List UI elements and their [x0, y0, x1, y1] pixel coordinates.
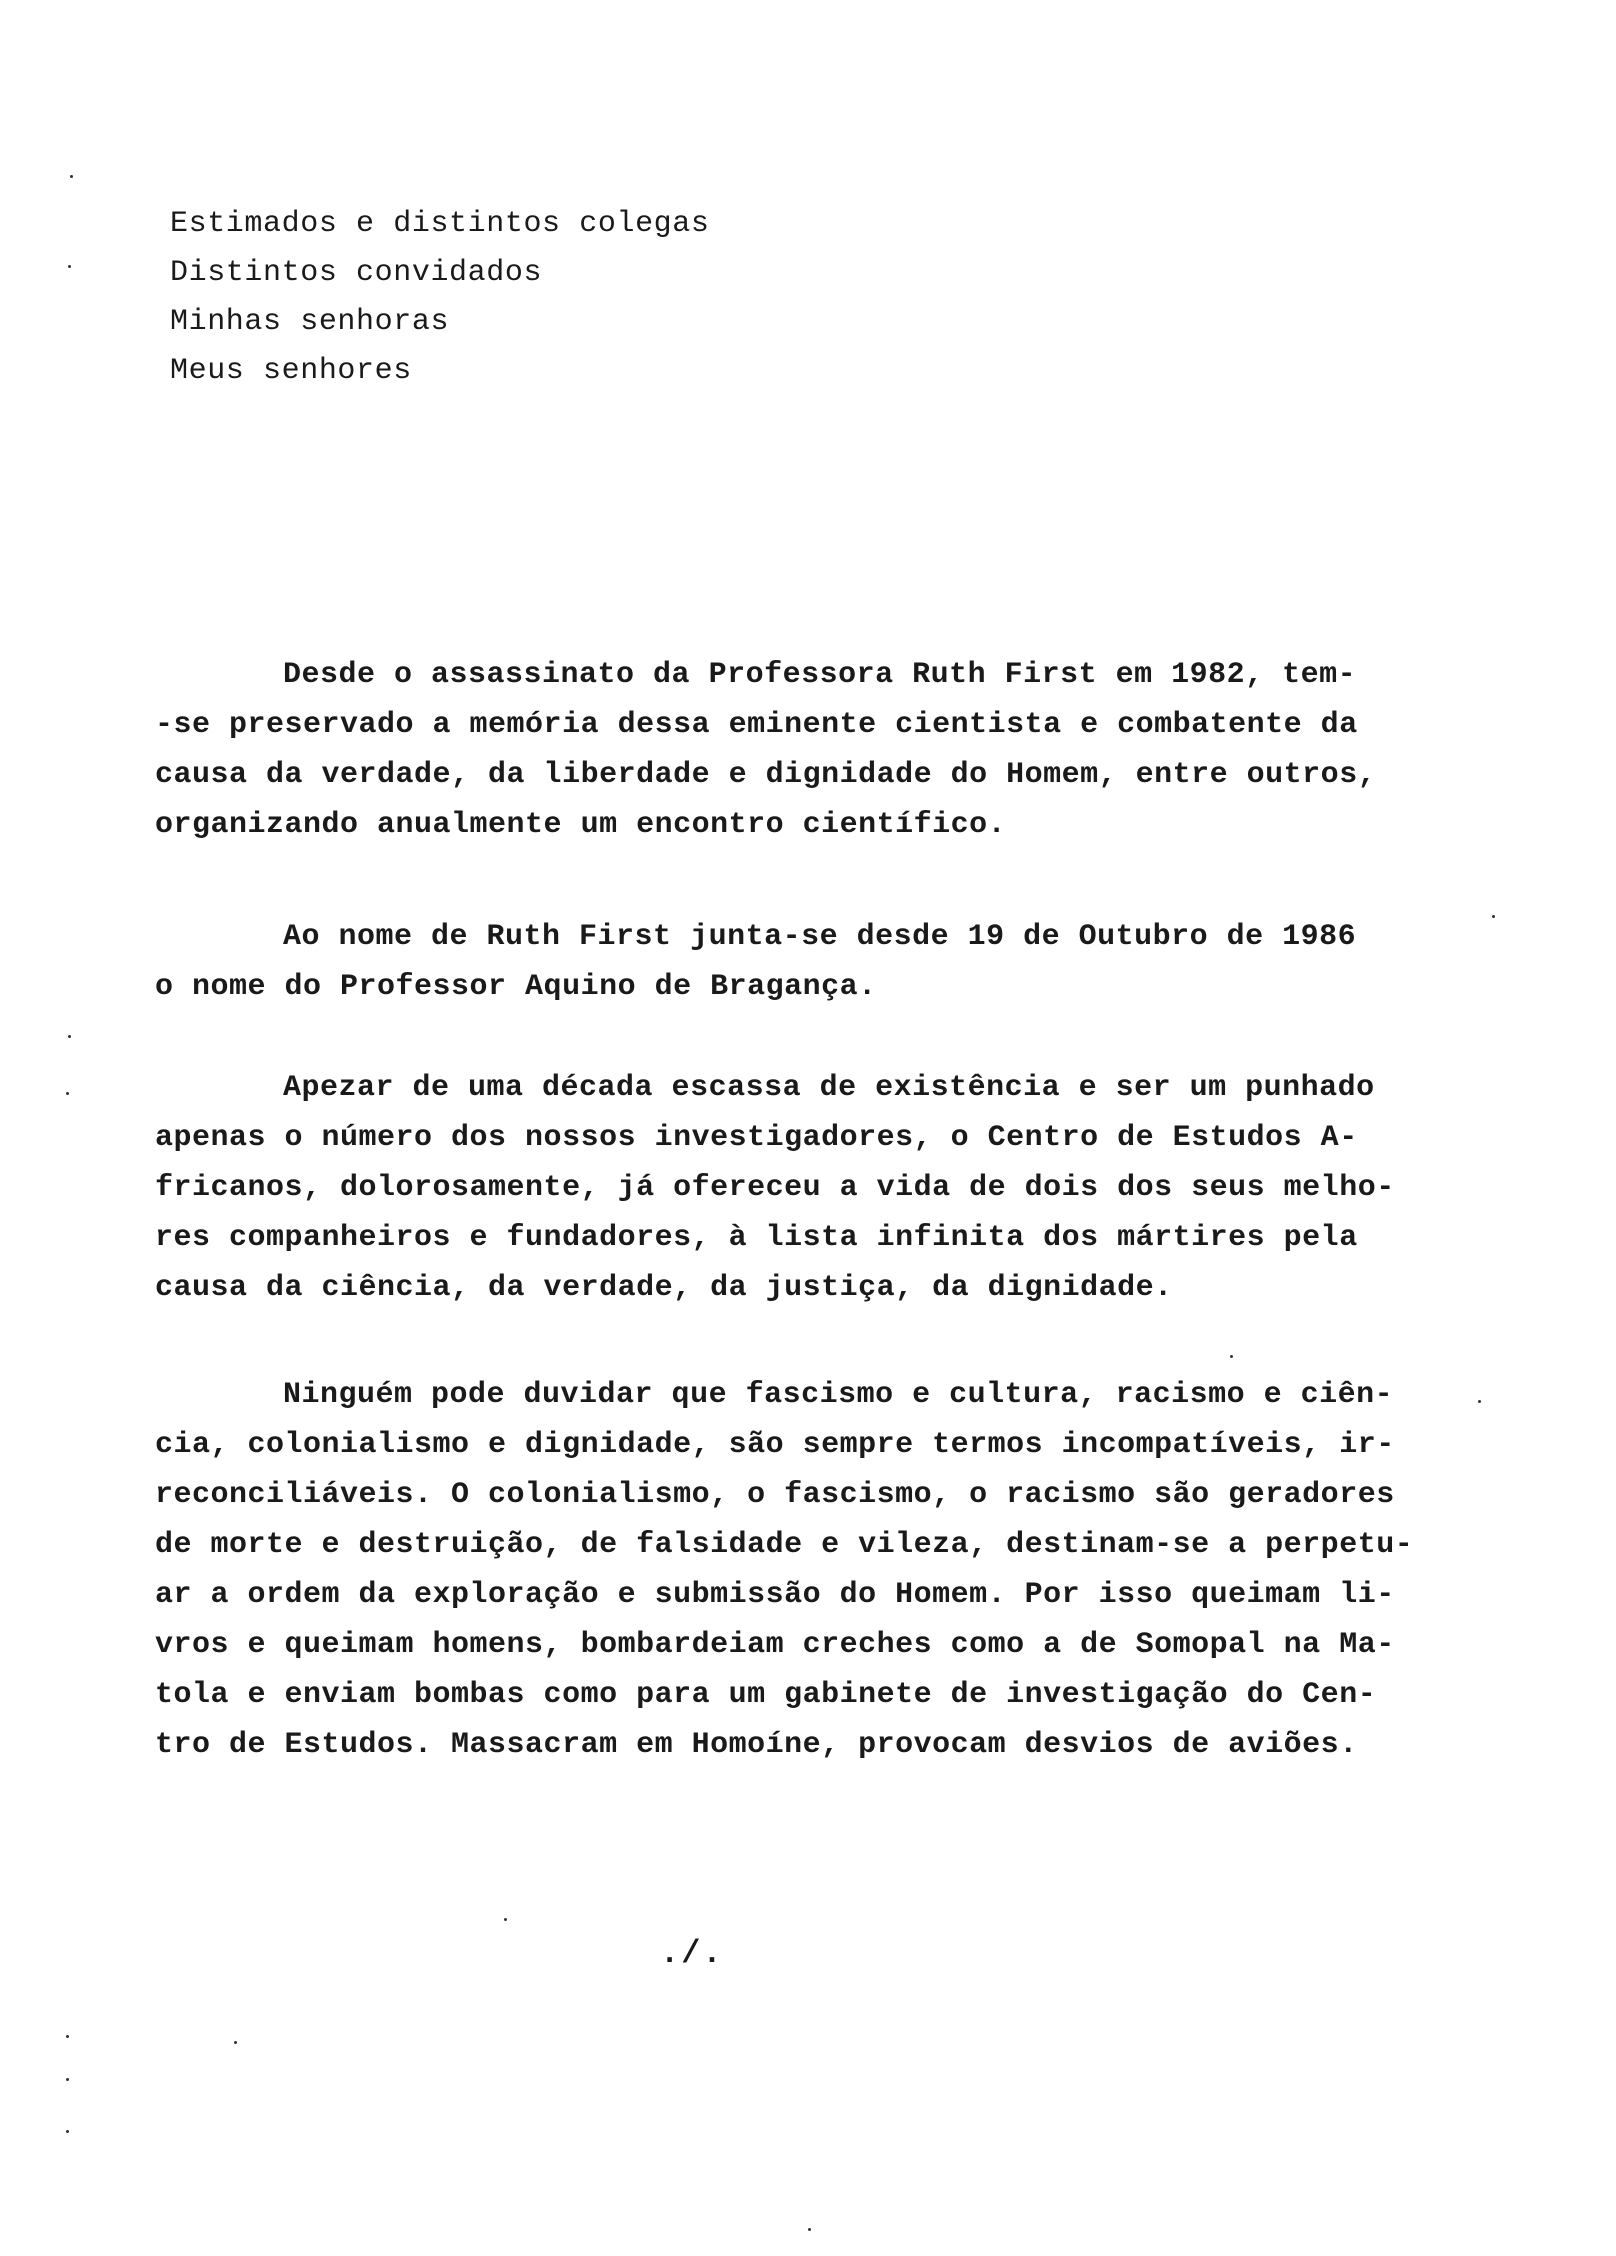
- text-line: Ao nome de Ruth First junta-se desde 19 de Outubro de 1986: [283, 920, 1357, 954]
- text-line: Desde o assassinato da Professora Ruth First em 1982, tem-: [283, 658, 1357, 692]
- text-line: vros e queimam homens, bombardeiam creches como a de Somopal na Ma-: [155, 1628, 1395, 1662]
- scan-speck: [1492, 915, 1495, 918]
- scan-speck: [1478, 1400, 1481, 1403]
- text-line: Ninguém pode duvidar que fascismo e cultura, racismo e ciên-: [283, 1378, 1394, 1412]
- text-line: tro de Estudos. Massacram em Homoíne, provocam desvios de aviões.: [155, 1728, 1358, 1762]
- text-line: fricanos, dolorosamente, já ofereceu a vida de dois dos seus melho-: [155, 1171, 1395, 1205]
- salutation-line: Minhas senhoras: [170, 305, 450, 339]
- text-line: cia, colonialismo e dignidade, são sempre termos incompatíveis, ir-: [155, 1428, 1395, 1462]
- scan-speck: [808, 2228, 811, 2231]
- salutation-block: [170, 200, 710, 396]
- scan-speck: [68, 1035, 71, 1038]
- continuation-mark: ./.: [660, 1935, 724, 1972]
- scan-speck: [66, 2078, 69, 2081]
- text-line: organizando anualmente um encontro científico.: [155, 808, 1007, 842]
- scan-speck: [70, 175, 73, 178]
- salutation-line: Estimados e distintos colegas: [170, 207, 710, 241]
- paragraph-fascismo: [155, 1370, 1495, 1770]
- paragraph-ruth-first: [155, 650, 1495, 850]
- scan-speck: [234, 2041, 237, 2044]
- text-line: o nome do Professor Aquino de Bragança.: [155, 970, 877, 1004]
- paragraph-aquino-braganca: [155, 912, 1495, 1012]
- text-line: causa da verdade, da liberdade e dignidade do Homem, entre outros,: [155, 758, 1377, 792]
- scan-speck: [68, 265, 71, 268]
- scan-speck: [1230, 1355, 1233, 1358]
- salutation-line: Meus senhores: [170, 354, 412, 388]
- scan-speck: [504, 1918, 507, 1921]
- scan-speck: [66, 1092, 69, 1095]
- text-line: tola e enviam bombas como para um gabinete de investigação do Cen-: [155, 1678, 1377, 1712]
- text-line: -se preservado a memória dessa eminente cientista e combatente da: [155, 708, 1358, 742]
- text-line: reconciliáveis. O colonialismo, o fascismo, o racismo são geradores: [155, 1478, 1395, 1512]
- scan-speck: [66, 2130, 69, 2133]
- paragraph-centro-estudos: [155, 1063, 1495, 1313]
- text-line: res companheiros e fundadores, à lista infinita dos mártires pela: [155, 1221, 1358, 1255]
- text-line: causa da ciência, da verdade, da justiça, da dignidade.: [155, 1271, 1173, 1305]
- text-line: apenas o número dos nossos investigadores, o Centro de Estudos A-: [155, 1121, 1358, 1155]
- salutation-line: Distintos convidados: [170, 256, 543, 290]
- text-line: Apezar de uma década escassa de existência e ser um punhado: [283, 1071, 1375, 1105]
- text-line: de morte e destruição, de falsidade e vileza, destinam-se a perpetu-: [155, 1528, 1414, 1562]
- text-line: ar a ordem da exploração e submissão do Homem. Por isso queimam li-: [155, 1578, 1395, 1612]
- scan-speck: [66, 2035, 69, 2038]
